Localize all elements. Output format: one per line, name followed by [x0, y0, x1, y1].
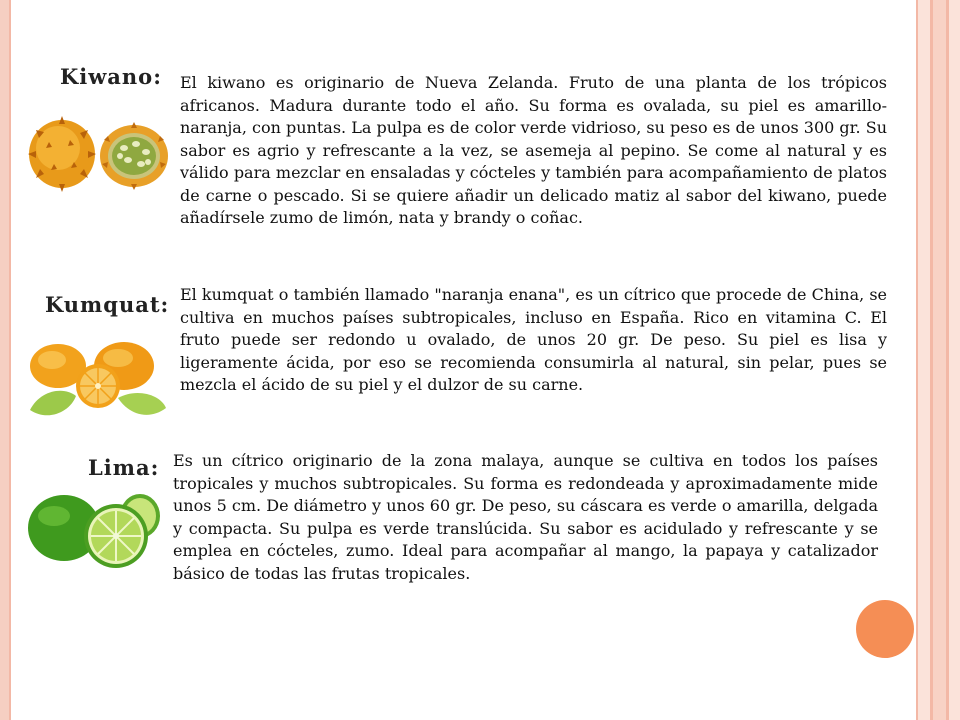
kiwano-title: Kiwano:	[60, 64, 162, 89]
slide-frame-left	[0, 0, 9, 720]
lime-fruit-icon	[24, 488, 164, 574]
slide-frame-right	[916, 0, 960, 720]
decorative-orange-circle	[856, 600, 914, 658]
lime-title: Lima:	[88, 455, 160, 480]
kumquat-fruit-icon	[26, 336, 170, 424]
kumquat-title: Kumquat:	[45, 292, 170, 317]
slide-frame-left-line	[9, 0, 11, 720]
kiwano-fruit-icon	[24, 112, 172, 194]
kumquat-description: El kumquat o también llamado "naranja enana", es un cítrico que procede de China, se cultiva en muchos países subtropicales, incluso en España. Rico en vitamina C. El fruto puede ser redondo u ovalado, de unos 20 gr. De peso. Su piel es lisa y ligeramente ácida, por eso se recomienda consumirla al natural, sin pelar, pues se mezcla el ácido de su piel y el dulzor de su carne.	[180, 285, 887, 394]
kiwano-description: El kiwano es originario de Nueva Zelanda. Fruto de una planta de los trópicos africanos. Madura durante todo el año. Su forma es ovalada, su piel es amarillo-naranja, con puntas. La pulpa es de color verde vidrioso, su peso es de unos 300 gr. Su sabor es agrio y refrescante a la vez, se asemeja al pepino. Se come al natural y es válido para mezclar en ensaladas y cócteles y también para acompañamiento de platos de carne o pescado. Si se quiere añadir un delicado matiz al sabor del kiwano, puede añadírsele zumo de limón, nata y brandy o coñac.	[180, 73, 887, 227]
lime-description: Es un cítrico originario de la zona malaya, aunque se cultiva en todos los países tropicales y muchos subtropicales. Su forma es redondeada y aproximadamente mide unos 5 cm. De diámetro y unos 60 gr. De peso, su cáscara es verde o amarilla, delgada y compacta. Su pulpa es verde translúcida. Su sabor es acidulado y refrescante y se emplea en cócteles, zumo. Ideal para acompañar al mango, la papaya y catalizador básico de todas las frutas tropicales.	[173, 451, 878, 583]
